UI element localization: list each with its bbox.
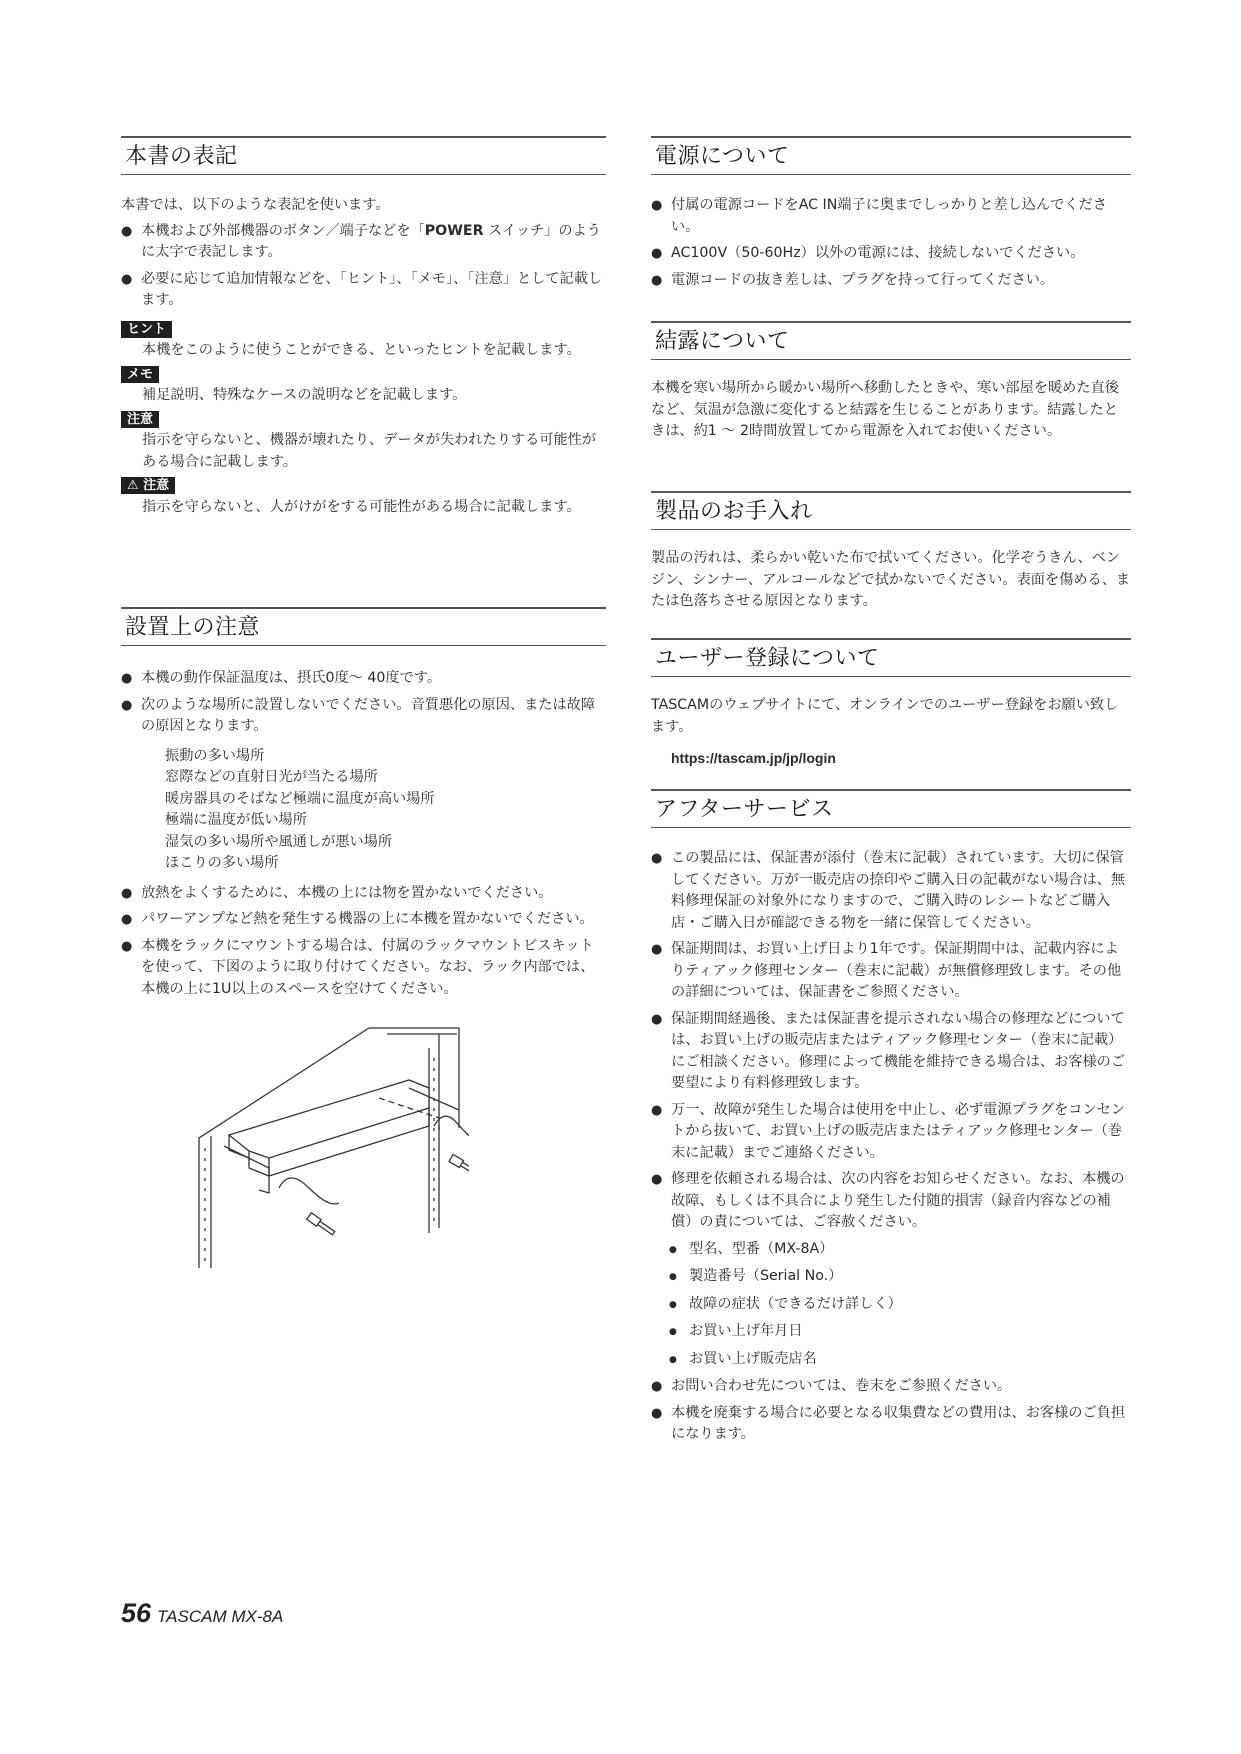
sub-list-item: ● お買い上げ年月日 xyxy=(669,1321,1131,1343)
place-list xyxy=(165,746,606,875)
sub-list-item: ● お買い上げ販売店名 xyxy=(669,1349,1131,1371)
footer-brand: TASCAM MX-8A xyxy=(157,1607,284,1626)
condensation-section xyxy=(651,321,1131,443)
installation-section xyxy=(121,607,606,1005)
place-item: 振動の多い場所 xyxy=(165,747,265,764)
list-item: ● AC100V（50-60Hz）以外の電源には、接続しないでください。 xyxy=(651,243,1131,265)
care-text: 製品の汚れは、柔らかい乾いた布で拭いてください。化学ぞうきん、ベンジン、シンナー、アルコールなどで拭かないでください。表面を傷める、または色落ちさせる原因となります。 xyxy=(651,550,1131,609)
list-item: ● 付属の電源コードをAC IN端子に奥までしっかりと差し込んでください。 xyxy=(651,195,1131,238)
section-title: 結露について xyxy=(651,321,1131,360)
list-item: ● 保証期間は、お買い上げ日より1年です。保証期間中は、記載内容によりティアック修理センター（巻末に記載）が無償修理致します。その他の詳細については、保証書をご参照ください。 xyxy=(651,939,1131,1004)
power-switch-label: POWER xyxy=(424,222,484,239)
place-item: ほこりの多い場所 xyxy=(165,855,279,871)
list-item: ● 必要に応じて追加情報などを、「ヒント」、「メモ」、「注意」として記載します。 xyxy=(121,269,606,312)
list-item: ● 放熱をよくするために、本機の上には物を置かないでください。 xyxy=(121,883,606,905)
registration-text: TASCAMのウェブサイトにて、オンラインでのユーザー登録をお願い致します。 xyxy=(651,697,1119,735)
sub-list-item: ● 型名、型番（MX-8A） xyxy=(669,1239,1131,1261)
list-item: ● 電源コードの抜き差しは、プラグを持って行ってください。 xyxy=(651,270,1131,292)
caution-label: 注意 xyxy=(121,411,159,428)
notation-section xyxy=(121,136,606,518)
sub-list-item: ● 製造番号（Serial No.） xyxy=(669,1266,1131,1288)
care-section xyxy=(651,491,1131,613)
list-item: ● 本機および外部機器のボタン／端子などを「POWER スイッチ」のように太字で表記します。 xyxy=(121,221,606,264)
hint-label: ヒント xyxy=(121,321,172,338)
hint-text: 本機をこのように使うことができる、といったヒントを記載します。 xyxy=(142,342,581,358)
warning-text: 指示を守らないと、人がけがをする可能性がある場合に記載します。 xyxy=(142,498,581,515)
place-item: 極端に温度が低い場所 xyxy=(165,812,307,828)
list-item: ● 本機の動作保証温度は、摂氏0度～ 40度です。 xyxy=(121,668,606,690)
section-title: ユーザー登録について xyxy=(651,638,1131,677)
section-title: 本書の表記 xyxy=(121,136,606,175)
list-item: ● この製品には、保証書が添付（巻末に記載）されています。大切に保管してください。万が一販売店の捺印やご購入日の記載がない場合は、無料修理保証の対象外になりますので、ご購入時のレシートなどご購入店・ご購入日が確認できる物を一緒に保管してください。 xyxy=(651,848,1131,934)
place-item: 窓際などの直射日光が当たる場所 xyxy=(165,769,378,785)
condensation-text: 本機を寒い場所から暖かい場所へ移動したときや、寒い部屋を暖めた直後など、気温が急激に変化すると結露を生じることがあります。結露したときは、約1 ～ 2時間放置してから電源を入れてお使いください。 xyxy=(651,380,1119,439)
warning-label: ⚠ 注意 xyxy=(121,477,175,494)
list-item: ● 保証期間経過後、または保証書を提示されない場合の修理などについては、お買い上げの販売店またはティアック修理センター（巻末に記載）にご相談ください。修理によって機能を維持できる場合は、お客様のご要望により有料修理致します。 xyxy=(651,1009,1131,1095)
list-item: ● お問い合わせ先については、巻末をご参照ください。 xyxy=(651,1376,1131,1398)
memo-text: 補足説明、特殊なケースの説明などを記載します。 xyxy=(142,387,467,403)
caution-text: 指示を守らないと、機器が壊れたり、データが失われたりする可能性がある場合に記載します。 xyxy=(142,432,597,470)
page-number: 56 xyxy=(121,1598,152,1628)
place-item: 湿気の多い場所や風通しが悪い場所 xyxy=(165,833,393,850)
list-item: ● 修理を依頼される場合は、次の内容をお知らせください。なお、本機の故障、もしくは不具合により発生した付随的損害（録音内容などの補償）の責については、ご容赦ください。 xyxy=(651,1169,1131,1234)
page-footer xyxy=(121,1598,283,1629)
rack-mount-illustration xyxy=(139,1018,469,1288)
list-item: ● 万一、故障が発生した場合は使用を中止し、必ず電源プラグをコンセントから抜いて、お買い上げの販売店またはティアック修理センター（巻末に記載）までご連絡ください。 xyxy=(651,1100,1131,1165)
registration-section xyxy=(651,638,1131,770)
section-title: 設置上の注意 xyxy=(121,607,606,646)
section-title: アフターサービス xyxy=(651,789,1131,828)
list-item: ● 本機を廃棄する場合に必要となる収集費などの費用は、お客様のご負担になります。 xyxy=(651,1403,1131,1446)
section-title: 製品のお手入れ xyxy=(651,491,1131,530)
memo-label: メモ xyxy=(121,366,159,383)
after-service-section xyxy=(651,789,1131,1451)
registration-url-link[interactable]: https://tascam.jp/jp/login xyxy=(671,750,836,766)
list-item: ● 次のような場所に設置しないでください。音質悪化の原因、または故障の原因となります。 xyxy=(121,695,606,738)
intro-text: 本書では、以下のような表記を使います。 xyxy=(121,197,390,213)
list-item: ● 本機をラックにマウントする場合は、付属のラックマウントビスキットを使って、下図のように取り付けてください。なお、ラック内部では、本機の上に1U以上のスペースを空けてください。 xyxy=(121,936,606,1001)
power-section xyxy=(651,136,1131,296)
sub-list-item: ● 故障の症状（できるだけ詳しく） xyxy=(669,1294,1131,1316)
place-item: 暖房器具のそばなど極端に温度が高い場所 xyxy=(165,790,435,807)
list-item: ● パワーアンプなど熱を発生する機器の上に本機を置かないでください。 xyxy=(121,909,606,931)
section-title: 電源について xyxy=(651,136,1131,175)
